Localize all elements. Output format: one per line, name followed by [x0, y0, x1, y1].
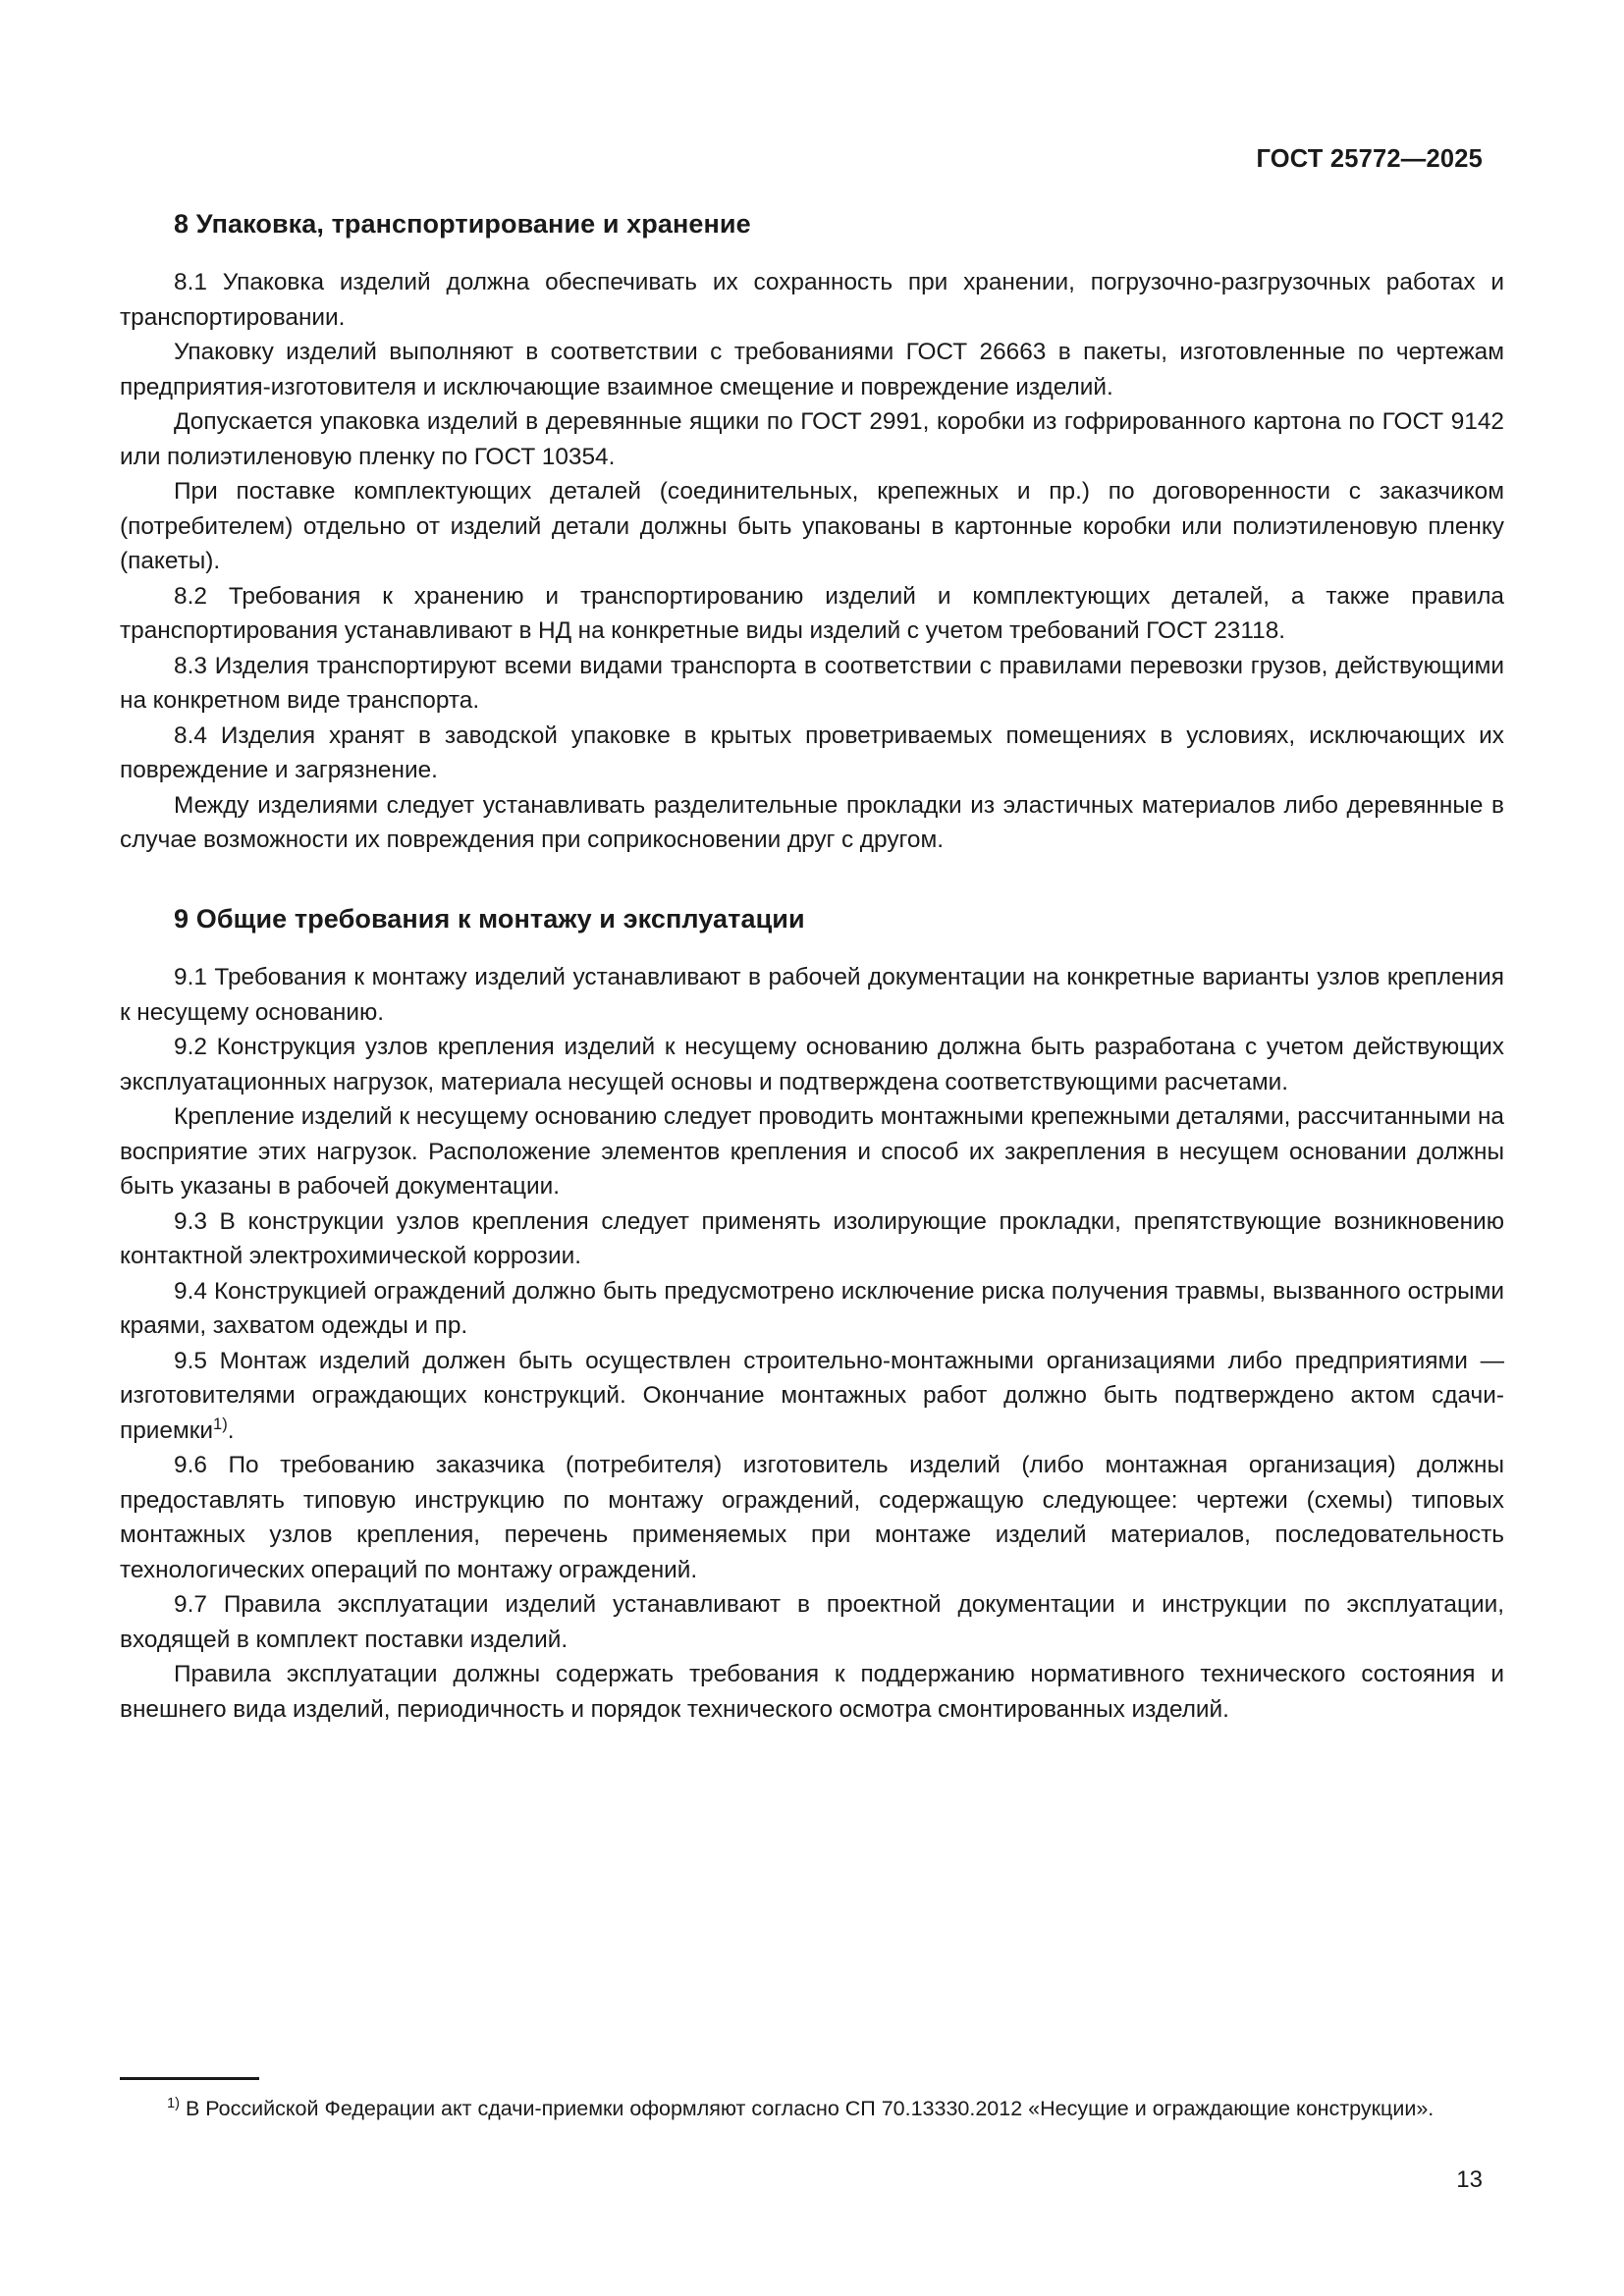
paragraph-8-4: 8.4 Изделия хранят в заводской упаковке в крытых проветриваемых помещениях в условиях, исключающих их повреждение и загрязнение. — [120, 721, 1504, 784]
paragraph-packaging-gost-26663: Упаковку изделий выполняют в соответствии с требованиями ГОСТ 26663 в пакеты, изготовленные по чертежам предприятия-изготовителя и исключающие взаимное смещение и повреждение изделий. — [120, 339, 1504, 400]
footnote-body: В Российской Федерации акт сдачи-приемки оформляют согласно СП 70.13330.2012 «Несущие и ограждающие конструкции». — [180, 2096, 1435, 2120]
paragraph-8-3: 8.3 Изделия транспортируют всеми видами транспорта в соответствии с правилами перевозки грузов, действующими на конкретном виде транспорта. — [120, 652, 1504, 715]
section-heading-9: 9 Общие требования к монтажу и эксплуатации — [174, 903, 805, 934]
paragraph-9-1: 9.1 Требования к монтажу изделий устанавливают в рабочей документации на конкретные варианты узлов крепления к несущему основанию. — [120, 964, 1504, 1026]
paragraph-9-5-tail: . — [227, 1416, 235, 1444]
paragraph-8-2: 8.2 Требования к хранению и транспортированию изделий и комплектующих деталей, а также правила транспортирования устанавливают в НД на конкретные виды изделий с учетом требований ГОСТ 23118. — [120, 582, 1504, 645]
footnote-area — [120, 2077, 1504, 2124]
page-number: 13 — [1456, 2166, 1483, 2193]
footnote-separator-rule — [120, 2077, 259, 2080]
paragraph-9-3: 9.3 В конструкции узлов крепления следует применять изолирующие прокладки, препятствующие возникновению контактной электрохимической коррозии. — [120, 1207, 1504, 1270]
paragraph-wooden-boxes: Допускается упаковка изделий в деревянные ящики по ГОСТ 2991, коробки из гофрированного картона по ГОСТ 9142 или полиэтиленовую пленку по ГОСТ 10354. — [120, 408, 1504, 470]
running-header-standard-reference: ГОСТ 25772—2025 — [1256, 145, 1483, 173]
footnote-reference-marker[interactable]: 1) — [213, 1414, 228, 1433]
paragraph-operation-rules: Правила эксплуатации должны содержать требования к поддержанию нормативного технического состояния и внешнего вида изделий, периодичность и порядок технического осмотра смонтированных изделий. — [120, 1661, 1504, 1723]
page-body — [120, 208, 1504, 1727]
footnote-marker: 1) — [167, 2095, 180, 2111]
paragraph-9-5 — [120, 1344, 1504, 1449]
paragraph-component-parts-supply: При поставке комплектующих деталей (соединительных, крепежных и пр.) по договоренности с заказчиком (потребителем) отдельно от изделий детали должны быть упакованы в картонные коробки или полиэтиленовую пленку (пакеты). — [120, 478, 1504, 575]
section-heading-8: 8 Упаковка, транспортирование и хранение — [174, 209, 751, 239]
paragraph-fastening-details: Крепление изделий к несущему основанию следует проводить монтажными крепежными деталями, рассчитанными на восприятие этих нагрузок. Расположение элементов крепления и способ их закрепления в несущем основании должны быть указаны в рабочей документации. — [120, 1103, 1504, 1201]
paragraph-9-5-text: 9.5 Монтаж изделий должен быть осуществлен строительно-монтажными организациями либо предприятиями — изготовителями ограждающих конструкций. Окончание монтажных работ должно быть подтверждено актом сдачи-приемки — [120, 1347, 1504, 1444]
paragraph-8-1: 8.1 Упаковка изделий должна обеспечивать их сохранность при хранении, погрузочно-разгрузочных работах и транспортировании. — [120, 269, 1504, 331]
paragraph-9-6: 9.6 По требованию заказчика (потребителя) изготовитель изделий (либо монтажная организация) должны предоставлять типовую инструкцию по монтажу ограждений, содержащую следующее: чертежи (схемы) типовых монтажных узлов крепления, перечень применяемых при монтаже изделий материалов, последовательность технологических операций по монтажу ограждений. — [120, 1452, 1504, 1583]
footnote-text — [120, 2093, 1504, 2124]
paragraph-9-7: 9.7 Правила эксплуатации изделий устанавливают в проектной документации и инструкции по эксплуатации, входящей в комплект поставки изделий. — [120, 1591, 1504, 1653]
paragraph-9-2: 9.2 Конструкция узлов крепления изделий к несущему основанию должна быть разработана с учетом действующих эксплуатационных нагрузок, материала несущей основы и подтверждена соответствующими расчетами. — [120, 1034, 1504, 1095]
paragraph-9-4: 9.4 Конструкцией ограждений должно быть предусмотрено исключение риска получения травмы, вызванного острыми краями, захватом одежды и пр. — [120, 1277, 1504, 1340]
paragraph-separating-spacers: Между изделиями следует устанавливать разделительные прокладки из эластичных материалов либо деревянные в случае возможности их повреждения при соприкосновении друг с другом. — [120, 791, 1504, 854]
